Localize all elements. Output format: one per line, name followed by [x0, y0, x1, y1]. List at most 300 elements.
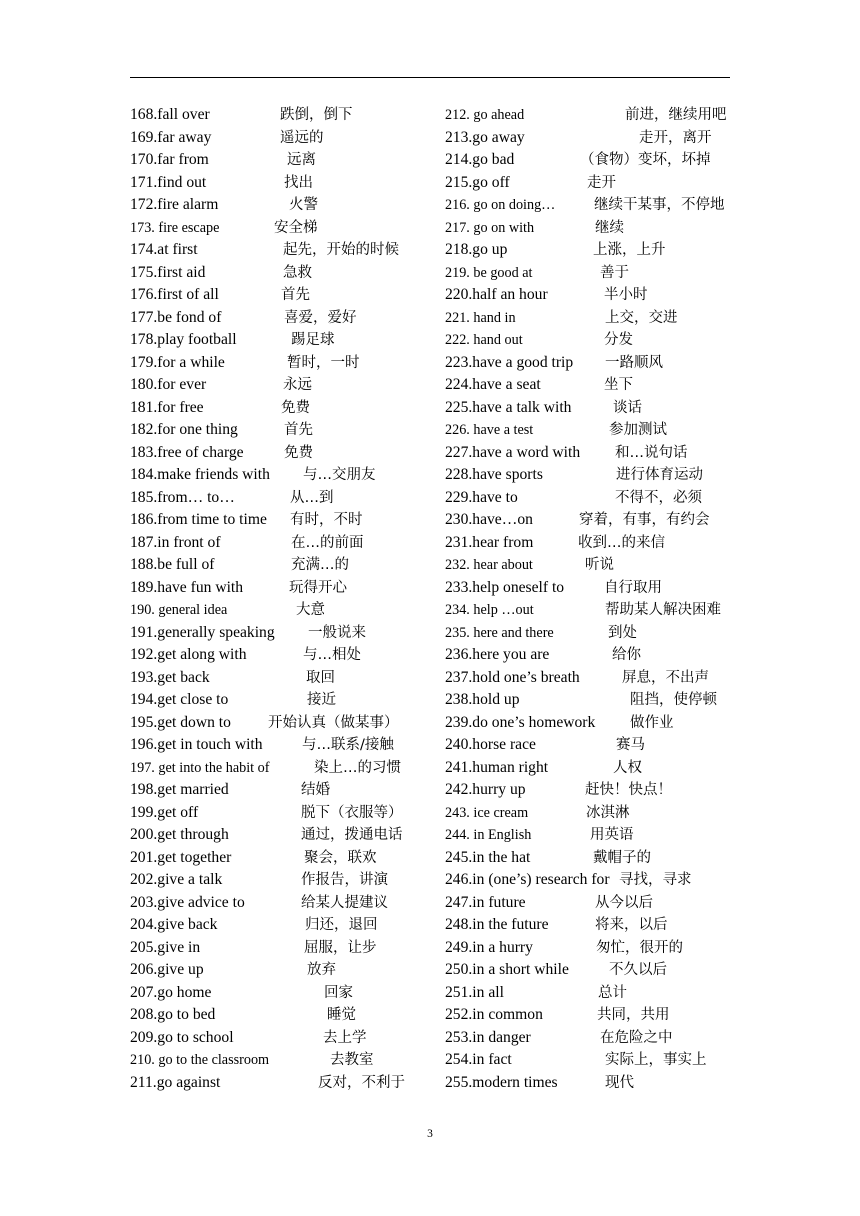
phrase-text: get together	[157, 848, 232, 866]
phrase-chinese: 听说	[585, 557, 614, 573]
phrase-number: 240.	[445, 736, 473, 753]
phrase-text: help …out	[473, 602, 534, 618]
phrase-number: 227.	[445, 443, 473, 461]
phrase-chinese: （食物）变坏，坏掉	[580, 152, 711, 168]
phrase-text: have…on	[472, 511, 533, 528]
phrase-number: 253.	[445, 1028, 473, 1046]
phrase-chinese: 戴帽子的	[593, 849, 651, 866]
phrase-number: 175.	[130, 263, 158, 281]
phrase-chinese: 火警	[289, 197, 318, 213]
phrase-english	[130, 307, 221, 330]
phrase-number: 237.	[445, 668, 473, 686]
phrase-row	[130, 869, 430, 892]
phrase-row	[445, 149, 735, 172]
phrase-number: 188.	[130, 556, 158, 573]
phrase-row	[445, 104, 735, 127]
phrase-text: in common	[472, 1006, 543, 1023]
phrase-text: for free	[157, 398, 204, 416]
phrase-number: 223.	[445, 353, 473, 371]
phrase-english	[130, 239, 198, 262]
phrase-text: in fact	[472, 1051, 512, 1068]
phrase-text: go bad	[472, 151, 515, 168]
phrase-text: give up	[157, 961, 204, 978]
phrase-chinese: 赶快！快点！	[585, 782, 672, 798]
phrase-english	[445, 329, 523, 352]
phrase-chinese: 给某人提建议	[301, 894, 388, 911]
phrase-chinese: 上涨，上升	[593, 242, 666, 258]
phrase-chinese: 与…交朋友	[303, 467, 376, 483]
phrase-text: give in	[157, 938, 201, 956]
phrase-row	[130, 959, 430, 982]
phrase-row	[130, 599, 430, 622]
phrase-chinese: 找出	[284, 174, 313, 191]
phrase-text: for a while	[157, 353, 225, 371]
phrase-row	[130, 194, 430, 217]
phrase-number: 238.	[445, 691, 473, 708]
phrase-number: 209.	[130, 1028, 158, 1046]
phrase-number: 242.	[445, 781, 473, 798]
phrase-row	[445, 374, 735, 397]
phrase-row	[445, 329, 735, 352]
phrase-english	[445, 217, 534, 240]
phrase-chinese: 通过，拨通电话	[301, 827, 403, 843]
phrase-text: get through	[157, 826, 229, 843]
phrase-english	[445, 127, 525, 150]
phrase-chinese: 参加测试	[609, 422, 667, 438]
phrase-row	[445, 982, 735, 1005]
phrase-row	[130, 149, 430, 172]
phrase-text: fire alarm	[157, 196, 219, 213]
phrase-english	[445, 892, 526, 915]
phrase-english	[130, 622, 275, 645]
phrase-english	[445, 487, 518, 510]
phrase-number: 208.	[130, 1006, 158, 1023]
phrase-row	[445, 554, 735, 577]
header-rule	[130, 77, 730, 78]
phrase-row	[130, 622, 430, 645]
phrase-english	[130, 959, 204, 982]
phrase-number: 254.	[445, 1051, 473, 1068]
phrase-english	[130, 397, 204, 420]
phrase-number: 252.	[445, 1006, 473, 1023]
phrase-text: far away	[157, 128, 212, 146]
phrase-chinese: 结婚	[301, 782, 330, 798]
phrase-chinese: 匆忙，很开的	[596, 939, 683, 956]
phrase-number: 215.	[445, 173, 473, 191]
phrase-text: hand out	[473, 332, 523, 348]
phrase-chinese: 睡觉	[327, 1007, 356, 1023]
phrase-number: 168.	[130, 106, 158, 123]
phrase-english	[130, 577, 243, 600]
phrase-english	[445, 982, 504, 1005]
phrase-english	[130, 937, 200, 960]
phrase-chinese: 收到…的来信	[578, 534, 665, 551]
phrase-number: 255.	[445, 1073, 473, 1091]
phrase-row	[130, 217, 430, 240]
phrase-text: in English	[473, 827, 532, 843]
phrase-english	[445, 599, 534, 622]
phrase-row	[445, 262, 735, 285]
phrase-chinese: 起先，开始的时候	[283, 242, 399, 258]
phrase-text: go to school	[157, 1028, 234, 1046]
phrase-english	[445, 779, 526, 802]
phrase-number: 204.	[130, 916, 158, 933]
phrase-chinese: 一路顺风	[605, 354, 663, 371]
phrase-chinese: 从…到	[290, 489, 334, 506]
phrase-chinese: 到处	[608, 624, 637, 641]
phrase-number: 231.	[445, 533, 473, 551]
phrase-text: give back	[157, 916, 218, 933]
phrase-text: get down to	[157, 713, 231, 731]
phrase-number: 193.	[130, 668, 158, 686]
phrase-row	[445, 1004, 735, 1027]
phrase-text: in the future	[472, 916, 549, 933]
phrase-row	[130, 667, 430, 690]
phrase-row	[130, 284, 430, 307]
phrase-english	[445, 352, 573, 375]
phrase-english	[445, 262, 532, 285]
phrase-chinese: 走开，离开	[639, 129, 712, 146]
phrase-row	[445, 802, 735, 825]
phrase-chinese: 和…说句话	[615, 444, 688, 461]
phrase-row	[130, 1072, 430, 1095]
phrase-number: 170.	[130, 151, 158, 168]
phrase-english	[445, 712, 595, 735]
phrase-text: human right	[472, 758, 549, 776]
phrase-number: 189.	[130, 578, 158, 596]
phrase-row	[130, 892, 430, 915]
phrase-text: help oneself to	[472, 578, 565, 596]
phrase-english	[130, 262, 205, 285]
phrase-chinese: 一般说来	[308, 624, 366, 641]
phrase-row	[130, 172, 430, 195]
phrase-english	[445, 442, 580, 465]
phrase-chinese: 从今以后	[595, 894, 653, 911]
phrase-text: free of charge	[157, 443, 244, 461]
phrase-row	[445, 1027, 735, 1050]
phrase-english	[130, 1072, 220, 1095]
phrase-row	[130, 532, 430, 555]
phrase-chinese: 继续干某事，不停地	[594, 197, 725, 213]
phrase-number: 213.	[445, 128, 473, 146]
phrase-row	[445, 599, 735, 622]
phrase-english	[130, 914, 217, 937]
phrase-text: in front of	[157, 533, 221, 551]
phrase-text: be full of	[157, 556, 215, 573]
phrase-english	[445, 464, 543, 487]
phrase-text: get back	[157, 668, 210, 686]
phrase-chinese: 穿着，有事，有约会	[579, 512, 710, 528]
phrase-chinese: 总计	[598, 984, 627, 1001]
phrase-number: 203.	[130, 893, 158, 911]
phrase-row	[445, 914, 735, 937]
phrase-english	[130, 757, 270, 780]
phrase-english	[445, 1004, 543, 1027]
phrase-chinese: 免费	[281, 399, 310, 416]
phrase-chinese: 实际上，事实上	[605, 1052, 707, 1068]
phrase-text: do one’s homework	[472, 713, 596, 731]
phrase-english	[445, 802, 528, 825]
phrase-text: hold up	[472, 691, 520, 708]
phrase-english	[130, 509, 267, 532]
phrase-chinese: 现代	[605, 1074, 634, 1091]
phrase-number: 181.	[130, 398, 158, 416]
phrase-english	[445, 644, 549, 667]
phrase-english	[445, 532, 533, 555]
phrase-english	[445, 554, 533, 577]
phrase-number: 243.	[445, 804, 474, 821]
phrase-text: go on doing…	[473, 197, 556, 213]
phrase-chinese: 首先	[284, 422, 313, 438]
phrase-row	[445, 194, 735, 217]
phrase-chinese: 喜爱，爱好	[284, 309, 357, 326]
phrase-text: here you are	[472, 646, 550, 663]
phrase-text: here and there	[473, 624, 554, 641]
phrase-chinese: 放弃	[307, 962, 336, 978]
phrase-number: 194.	[130, 691, 158, 708]
phrase-row	[445, 892, 735, 915]
phrase-english	[445, 239, 507, 262]
phrase-chinese: 暂时，一时	[287, 354, 360, 371]
phrase-text: get along with	[157, 646, 247, 663]
phrase-text: ice cream	[473, 804, 529, 821]
phrase-chinese: 远离	[287, 152, 316, 168]
phrase-number: 191.	[130, 623, 158, 641]
phrase-english	[445, 284, 548, 307]
phrase-row	[130, 644, 430, 667]
phrase-chinese: 急救	[283, 264, 312, 281]
phrase-text: for ever	[157, 376, 207, 393]
phrase-english	[130, 892, 245, 915]
phrase-text: have a good trip	[472, 353, 574, 371]
phrase-english	[445, 824, 531, 847]
phrase-text: in the hat	[472, 848, 531, 866]
phrase-row	[445, 464, 735, 487]
phrase-row	[130, 757, 430, 780]
phrase-english	[130, 847, 231, 870]
phrase-chinese: 与…相处	[303, 647, 361, 663]
phrase-english	[130, 127, 211, 150]
phrase-row	[445, 577, 735, 600]
phrase-row	[445, 689, 735, 712]
phrase-number: 182.	[130, 421, 158, 438]
phrase-chinese: 安全梯	[274, 219, 318, 236]
phrase-text: get close to	[157, 691, 229, 708]
phrase-text: in a short while	[472, 961, 569, 978]
phrase-number: 224.	[445, 376, 473, 393]
phrase-row	[130, 982, 430, 1005]
phrase-text: in all	[472, 983, 504, 1001]
phrase-english	[445, 1049, 512, 1072]
phrase-text: in (one’s) research for	[472, 871, 610, 888]
phrase-english	[445, 959, 569, 982]
phrase-english	[130, 554, 214, 577]
phrase-chinese: 善于	[600, 264, 629, 281]
phrase-chinese: 分发	[604, 332, 633, 348]
phrase-text: go to the classroom	[158, 1052, 270, 1068]
phrase-chinese: 在危险之中	[600, 1029, 673, 1046]
phrase-english	[130, 982, 211, 1005]
phrase-chinese: 前进，继续用吧	[625, 107, 727, 123]
phrase-chinese: 人权	[613, 759, 642, 776]
phrase-text: from… to…	[157, 488, 235, 506]
phrase-chinese: 进行体育运动	[616, 467, 703, 483]
phrase-row	[445, 284, 735, 307]
phrase-number: 199.	[130, 803, 158, 821]
phrase-text: have fun with	[157, 578, 244, 596]
phrase-chinese: 共同，共用	[597, 1007, 670, 1023]
phrase-row	[445, 1049, 735, 1072]
phrase-number: 173.	[130, 219, 159, 236]
phrase-number: 239.	[445, 713, 473, 731]
phrase-number: 201.	[130, 848, 158, 866]
phrase-number: 183.	[130, 443, 158, 461]
phrase-english	[445, 1027, 531, 1050]
phrase-english	[445, 914, 549, 937]
phrase-english	[130, 172, 206, 195]
phrase-text: go to bed	[157, 1006, 216, 1023]
phrase-text: hear about	[473, 557, 533, 573]
phrase-text: have sports	[472, 466, 543, 483]
phrase-number: 174.	[130, 241, 158, 258]
phrase-number: 186.	[130, 511, 158, 528]
phrase-number: 214.	[445, 151, 473, 168]
phrase-number: 207.	[130, 983, 158, 1001]
phrase-row	[445, 959, 735, 982]
phrase-english	[130, 104, 210, 127]
phrase-english	[445, 622, 554, 645]
phrase-row	[130, 239, 430, 262]
phrase-english	[130, 1004, 215, 1027]
phrase-number: 234.	[445, 602, 474, 618]
phrase-row	[445, 757, 735, 780]
phrase-english	[130, 284, 219, 307]
phrase-english	[445, 1072, 558, 1095]
phrase-number: 230.	[445, 511, 473, 528]
phrase-text: get into the habit of	[158, 759, 270, 776]
phrase-english	[445, 194, 555, 217]
phrase-chinese: 给你	[612, 647, 641, 663]
phrase-chinese: 帮助某人解决困难	[605, 602, 721, 618]
phrase-chinese: 自行取用	[604, 579, 662, 596]
phrase-text: half an hour	[472, 286, 548, 303]
phrase-chinese: 阻挡，使停顿	[630, 692, 717, 708]
phrase-chinese: 首先	[281, 287, 310, 303]
phrase-chinese: 作报告，讲演	[301, 872, 388, 888]
phrase-number: 169.	[130, 128, 158, 146]
phrase-english	[130, 419, 238, 442]
phrase-text: get married	[157, 781, 229, 798]
phrase-row	[130, 914, 430, 937]
phrase-english	[130, 802, 198, 825]
phrase-text: give advice to	[157, 893, 245, 911]
phrase-number: 184.	[130, 466, 158, 483]
phrase-number: 171.	[130, 173, 158, 191]
phrase-number: 179.	[130, 353, 158, 371]
phrase-row	[445, 397, 735, 420]
phrase-number: 192.	[130, 646, 158, 663]
phrase-number: 172.	[130, 196, 158, 213]
phrase-chinese: 半小时	[604, 287, 648, 303]
phrase-chinese: 充满…的	[291, 557, 349, 573]
phrase-row	[130, 352, 430, 375]
phrase-row	[445, 622, 735, 645]
phrase-english	[445, 689, 520, 712]
phrase-row	[130, 464, 430, 487]
phrase-number: 176.	[130, 286, 158, 303]
phrase-number: 196.	[130, 736, 158, 753]
phrase-number: 177.	[130, 308, 158, 326]
left-column	[130, 104, 430, 1094]
phrase-english	[445, 667, 580, 690]
phrase-text: get off	[157, 803, 199, 821]
phrase-chinese: 大意	[296, 602, 325, 618]
phrase-row	[130, 1027, 430, 1050]
phrase-chinese: 有时，不时	[290, 512, 363, 528]
phrase-text: be fond of	[157, 308, 222, 326]
phrase-english	[130, 464, 270, 487]
phrase-chinese: 做作业	[630, 714, 674, 731]
phrase-chinese: 免费	[284, 444, 313, 461]
phrase-number: 206.	[130, 961, 158, 978]
phrase-number: 202.	[130, 871, 158, 888]
phrase-english	[130, 1027, 234, 1050]
phrase-number: 246.	[445, 871, 473, 888]
phrase-row	[445, 509, 735, 532]
phrase-number: 232.	[445, 557, 474, 573]
phrase-text: find out	[157, 173, 207, 191]
phrase-english	[130, 689, 228, 712]
phrase-text: have a test	[473, 422, 534, 438]
phrase-number: 235.	[445, 624, 474, 641]
phrase-number: 247.	[445, 893, 473, 911]
phrase-number: 241.	[445, 758, 473, 776]
phrase-chinese: 将来，以后	[595, 917, 668, 933]
phrase-number: 216.	[445, 197, 474, 213]
phrase-english	[445, 734, 536, 757]
phrase-chinese: 寻找，寻求	[619, 872, 692, 888]
phrase-english	[445, 869, 610, 892]
phrase-row	[130, 307, 430, 330]
phrase-chinese: 玩得开心	[289, 579, 347, 596]
phrase-number: 248.	[445, 916, 473, 933]
phrase-text: go up	[472, 241, 508, 258]
phrase-number: 245.	[445, 848, 473, 866]
phrase-row	[445, 644, 735, 667]
phrase-chinese: 走开	[587, 174, 616, 191]
phrase-row	[130, 577, 430, 600]
phrase-row	[445, 352, 735, 375]
phrase-row	[445, 419, 735, 442]
phrase-text: for one thing	[157, 421, 238, 438]
phrase-english	[445, 307, 516, 330]
phrase-number: 244.	[445, 827, 474, 843]
phrase-text: in future	[472, 893, 526, 911]
phrase-number: 220.	[445, 286, 473, 303]
phrase-text: general idea	[158, 602, 228, 618]
phrase-row	[445, 532, 735, 555]
phrase-row	[130, 824, 430, 847]
phrase-chinese: 遥远的	[280, 129, 324, 146]
phrase-chinese: 用英语	[590, 827, 634, 843]
phrase-english	[130, 599, 227, 622]
phrase-row	[445, 824, 735, 847]
phrase-text: hold one’s breath	[472, 668, 580, 686]
phrase-text: make friends with	[157, 466, 270, 483]
phrase-chinese: 不得不，必须	[615, 489, 702, 506]
phrase-english	[130, 734, 263, 757]
phrase-number: 218.	[445, 241, 473, 258]
